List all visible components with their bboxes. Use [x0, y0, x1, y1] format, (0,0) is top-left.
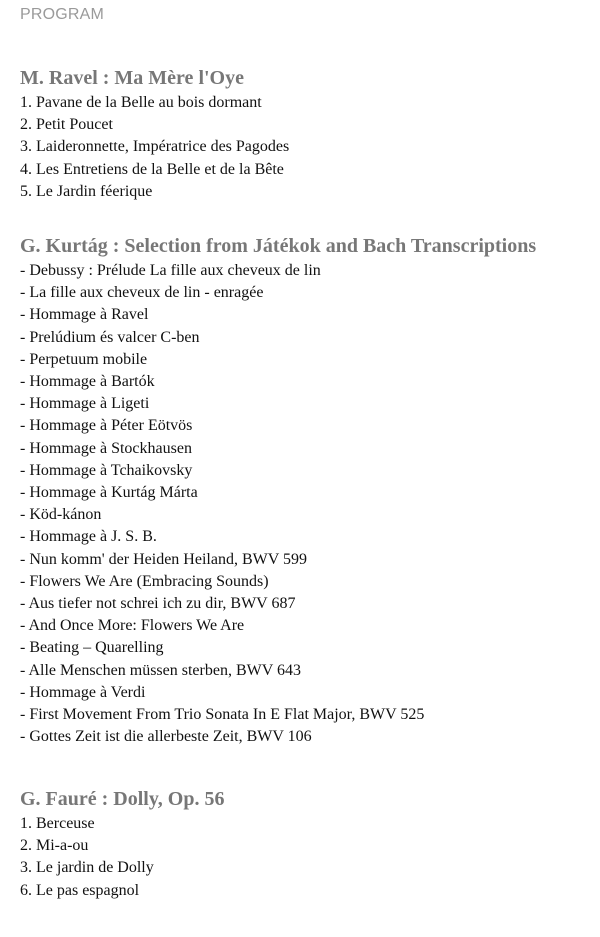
piece-item: - Aus tiefer not schrei ich zu dir, BWV 687: [20, 595, 296, 613]
piece-item: 3. Le jardin de Dolly: [20, 859, 154, 877]
piece-list: [20, 260, 590, 748]
piece-item: - Köd-kánon: [20, 506, 102, 524]
piece-item: - Gottes Zeit ist die allerbeste Zeit, BWV 106: [20, 728, 312, 746]
piece-item: - Perpetuum mobile: [20, 350, 148, 368]
piece-item: - Hommage à Stockhausen: [20, 439, 192, 457]
piece-item: - First Movement From Trio Sonata In E Flat Major, BWV 525: [20, 706, 425, 724]
piece-item: 2. Petit Poucet: [20, 116, 113, 134]
piece-item: 6. Le pas espagnol: [20, 881, 140, 899]
piece-item: - Flowers We Are (Embracing Sounds): [20, 572, 269, 590]
piece-item: - Alle Menschen müssen sterben, BWV 643: [20, 661, 301, 679]
piece-item: - Hommage à Verdi: [20, 683, 146, 701]
piece-item: - Hommage à Tchaikovsky: [20, 461, 193, 479]
piece-item: - Hommage à Péter Eötvös: [20, 417, 193, 435]
piece-item: 1. Berceuse: [20, 815, 95, 832]
piece-item: - Hommage à Kurtág Márta: [20, 484, 198, 502]
piece-item: - Debussy : Prélude La fille aux cheveux de lin: [20, 262, 321, 279]
piece-item: - Hommage à J. S. B.: [20, 528, 157, 546]
piece-item: - La fille aux cheveux de lin - enragée: [20, 284, 264, 302]
program-header-label: PROGRAM: [20, 6, 105, 23]
piece-item: 4. Les Entretiens de la Belle et de la Bête: [20, 160, 284, 178]
piece-item: - Nun komm' der Heiden Heiland, BWV 599: [20, 550, 307, 568]
piece-item: 2. Mi-a-ou: [20, 837, 89, 855]
section-ravel: [20, 66, 590, 203]
section-title: G. Fauré : Dolly, Op. 56: [20, 788, 225, 810]
piece-item: - Beating – Quarelling: [20, 639, 164, 657]
piece-item: 5. Le Jardin féerique: [20, 182, 153, 200]
piece-list: [20, 813, 590, 902]
piece-item: - And Once More: Flowers We Are: [20, 617, 245, 635]
piece-item: 1. Pavane de la Belle au bois dormant: [20, 94, 262, 111]
piece-item: - Hommage à Ravel: [20, 306, 149, 324]
piece-item: - Prelúdium és valcer C-ben: [20, 328, 200, 346]
piece-item: 3. Laideronnette, Impératrice des Pagodes: [20, 138, 290, 156]
section-title: M. Ravel : Ma Mère l'Oye: [20, 67, 244, 89]
piece-item: - Hommage à Ligeti: [20, 395, 150, 413]
piece-list: [20, 92, 590, 203]
section-kurtag: [20, 234, 590, 748]
section-title: G. Kurtág : Selection from Játékok and Bach Transcriptions: [20, 235, 537, 257]
section-faure: [20, 787, 590, 902]
piece-item: - Hommage à Bartók: [20, 373, 155, 391]
